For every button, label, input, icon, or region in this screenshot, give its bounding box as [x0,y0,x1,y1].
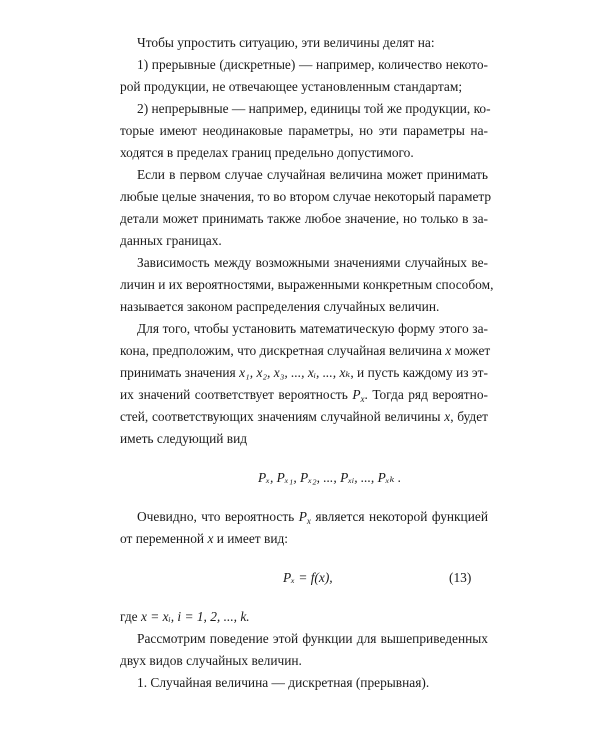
text-line: 1. Случайная величина — дискретная (прерывная). [137,675,430,690]
math-variable: x [444,409,451,424]
text-line: торые имеют неодинаковые параметры, но эти параметры на- [120,123,488,138]
text-line: ходятся в пределах границ предельно допустимого. [120,145,414,160]
text-line: Очевидно, что вероятность $P_x$ является некоторой функцией [137,509,488,526]
text-line: двух видов случайных величин. [120,653,302,668]
text-line: иметь следующий вид [120,431,248,446]
text-line: личин и их вероятностями, выраженными конкретным способом, [120,277,494,292]
formula-13: Pₓ = f(x), [283,570,333,585]
math-variable: $P_x$ [298,509,311,526]
text-line: Если в первом случае случайная величина может принимать [137,167,488,182]
text-line: Зависимость между возможными значениями случайных ве- [137,255,488,270]
math-variable: $P_x$ [352,387,365,404]
text-line: данных границах. [120,233,222,248]
text-line: стей, соответствующих значениям случайной величины x, будет [120,409,488,424]
text-line: детали может принимать также любое значение, но только в за- [120,211,488,226]
equation-number: (13) [449,570,472,585]
text-line: называется законом распределения случайных величин. [120,299,440,314]
formula-probability-series: Pₓ, Pₓ₁, Pₓ₂, ..., Pₓᵢ, ..., Pₓₖ . [258,470,402,485]
text-line: Чтобы упростить ситуацию, эти величины делят на: [137,35,435,50]
text-line: Рассмотрим поведение этой функции для вышеприведенных [137,631,488,646]
text-line: принимать значения x₁, x₂, x₃, ..., xᵢ, ..., xₖ, и пусть каждому из эт- [120,365,488,380]
text-line: где x = xᵢ, i = 1, 2, ..., k. [120,609,250,624]
math-variable: x [207,531,214,546]
text-line: любые целые значения, то во втором случае некоторый параметр [120,189,492,204]
text-line: от переменной x и имеет вид: [120,531,289,546]
text-line: 1) прерывные (дискретные) — например, количество некото- [137,57,488,72]
text-line: кона, предположим, что дискретная случайная величина x может [120,343,491,358]
text-line: Для того, чтобы установить математическую форму этого за- [137,321,488,336]
text-line: рой продукции, не отвечающее установленным стандартам; [120,79,463,94]
text-line: 2) непрерывные — например, единицы той же продукции, ко- [137,101,491,116]
math-values-list: x₁, x₂, x₃, ..., xᵢ, ..., xₖ [239,365,351,380]
text-line: их значений соответствует вероятность $P_x$. Тогда ряд вероятно- [120,387,488,404]
math-variable: x [445,343,452,358]
math-expression: x = xᵢ, i = 1, 2, ..., k. [140,609,250,624]
